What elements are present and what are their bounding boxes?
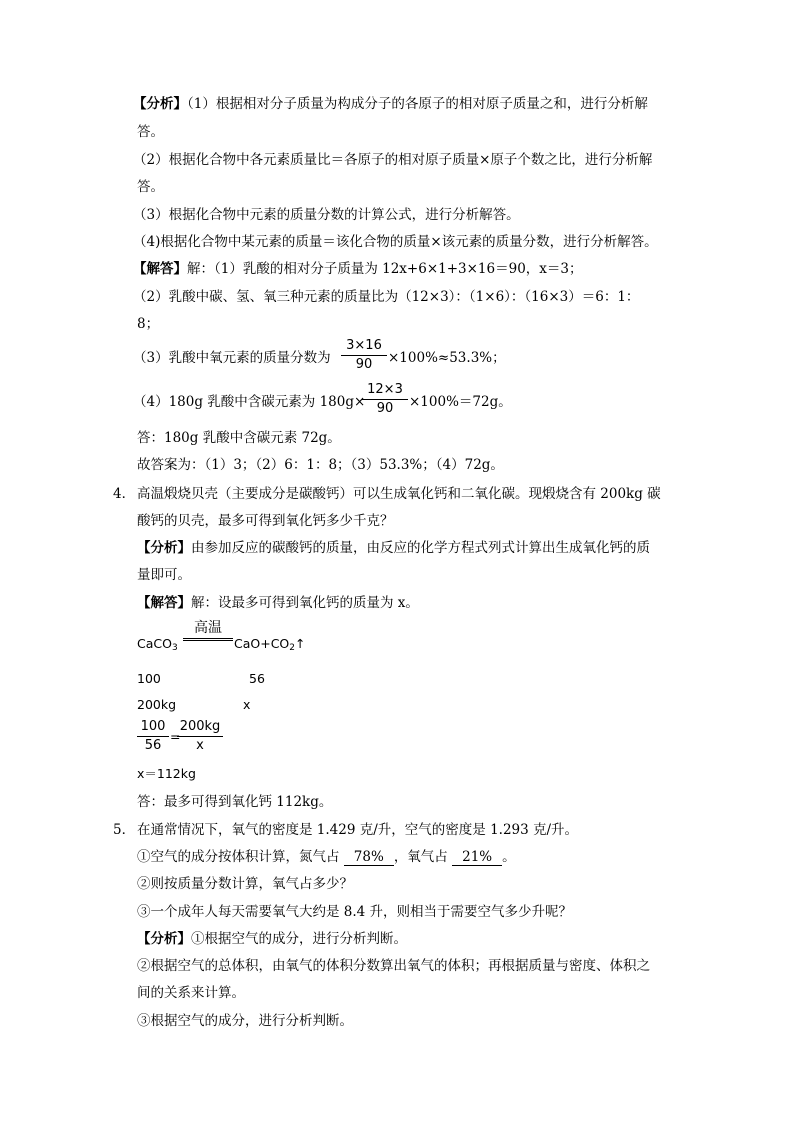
q5-analysis-2a: ②根据空气的总体积，由氧气的体积分数算出氧气的体积；再根据质量与密度、体积之 <box>137 958 650 974</box>
analysis-tag: 【分析】 <box>133 96 187 112</box>
analysis-line-2b: 答。 <box>137 179 164 195</box>
q5-analysis-1: 【分析】①根据空气的成分，进行分析判断。 <box>137 931 407 947</box>
q4-analysis-a: 【分析】由参加反应的碳酸钙的质量，由反应的化学方程式列式计算出生成氧化钙的质 <box>137 540 650 556</box>
reply-line: 答：180g 乳酸中含碳元素 72g。 <box>137 430 341 446</box>
answer-line-1: 【解答】解：（1）乳酸的相对分子质量为 12x+6×1+3×16＝90，x＝3； <box>133 261 583 277</box>
value-caco3: 200kg <box>137 697 177 712</box>
q4-reply: 答：最多可得到氧化钙 112kg。 <box>137 794 333 810</box>
answer-line-2: （2）乳酸中碳、氢、氧三种元素的质量比为（12×3）：（1×6）：（16×3）＝6：1： <box>133 289 640 305</box>
nitrogen-blank: 78% <box>344 849 394 866</box>
q4-analysis-b: 量即可。 <box>137 567 191 583</box>
answer-line-4-post: ×100%＝72g。 <box>409 394 512 410</box>
analysis-line-1: 【分析】（1）根据相对分子质量为构成分子的各原子的相对原子质量之和，进行分析解 <box>133 96 648 112</box>
q4-analysis-tag: 【分析】 <box>137 540 191 556</box>
answer-line-3: （3）乳酸中氧元素的质量分数为 <box>133 350 331 366</box>
answer-line-4: （4）180g 乳酸中含碳元素为 180g× <box>133 394 366 410</box>
q5-text: 在通常情况下，氧气的密度是 1.429 克/升，空气的密度是 1.293 克/升。 <box>137 822 579 838</box>
molar-mass-cao: 56 <box>249 671 265 686</box>
q5-sub3: ③一个成年人每天需要氧气大约是 8.4 升，则相当于需要空气多少升呢？ <box>137 904 573 920</box>
final-answer-line: 故答案为：（1）3；（2）6：1：8；（3）53.3%；（4）72g。 <box>137 457 504 473</box>
carbon-fraction: 12×3 90 <box>362 382 408 417</box>
q5-sub2: ②则按质量分数计算，氧气占多少？ <box>137 876 353 892</box>
q4-text-b: 酸钙的贝壳，最多可得到氧化钙多少千克？ <box>137 513 394 529</box>
q5-sub1: ①空气的成分按体积计算，氮气占 78% ，氧气占 21% 。 <box>137 849 516 865</box>
answer-line-3-post: ×100%≈53.3%； <box>388 350 506 366</box>
proportion-right: 200kg x <box>177 719 223 754</box>
q4-answer-1: 【解答】解：设最多可得到氧化钙的质量为 x。 <box>137 595 419 611</box>
q4-text-a: 高温煅烧贝壳（主要成分是碳酸钙）可以生成氧化钙和二氧化碳。现煅烧含有 200kg 碳 <box>137 486 661 502</box>
value-cao: x <box>243 697 251 712</box>
answer-tag: 【解答】 <box>133 261 187 277</box>
oxygen-fraction: 3×16 90 <box>341 338 387 373</box>
equation-right: $CaO+CO_2↑$ <box>234 636 306 653</box>
answer-line-2b: 8； <box>137 316 160 332</box>
q5-analysis-3: ③根据空气的成分，进行分析判断。 <box>137 1013 353 1029</box>
q4-result: x＝112kg <box>137 766 196 781</box>
analysis-line-3: （3）根据化合物中元素的质量分数的计算公式，进行分析解答。 <box>133 207 520 223</box>
q4-answer-tag: 【解答】 <box>137 595 191 611</box>
analysis-line-2: （2）根据化合物中各元素质量比＝各原子的相对原子质量×原子个数之比，进行分析解 <box>133 152 653 168</box>
proportion-equals: = <box>170 729 181 744</box>
q5-analysis-2b: 间的关系来计算。 <box>137 985 245 1001</box>
molar-mass-caco3: 100 <box>137 671 161 686</box>
proportion-left: 100 56 <box>137 719 169 754</box>
oxygen-blank: 21% <box>452 849 502 866</box>
analysis-line-4: （4)根据化合物中某元素的质量＝该化合物的质量×该元素的质量分数，进行分析解答。 <box>133 234 658 250</box>
equation-left: CaCO$_3$ <box>137 636 178 653</box>
analysis-line-1b: 答。 <box>137 124 164 140</box>
q5-analysis-tag: 【分析】 <box>137 931 191 947</box>
q4-number: 4． <box>113 486 136 502</box>
equation-condition: 高温 <box>183 620 233 642</box>
q5-number: 5． <box>113 822 136 838</box>
